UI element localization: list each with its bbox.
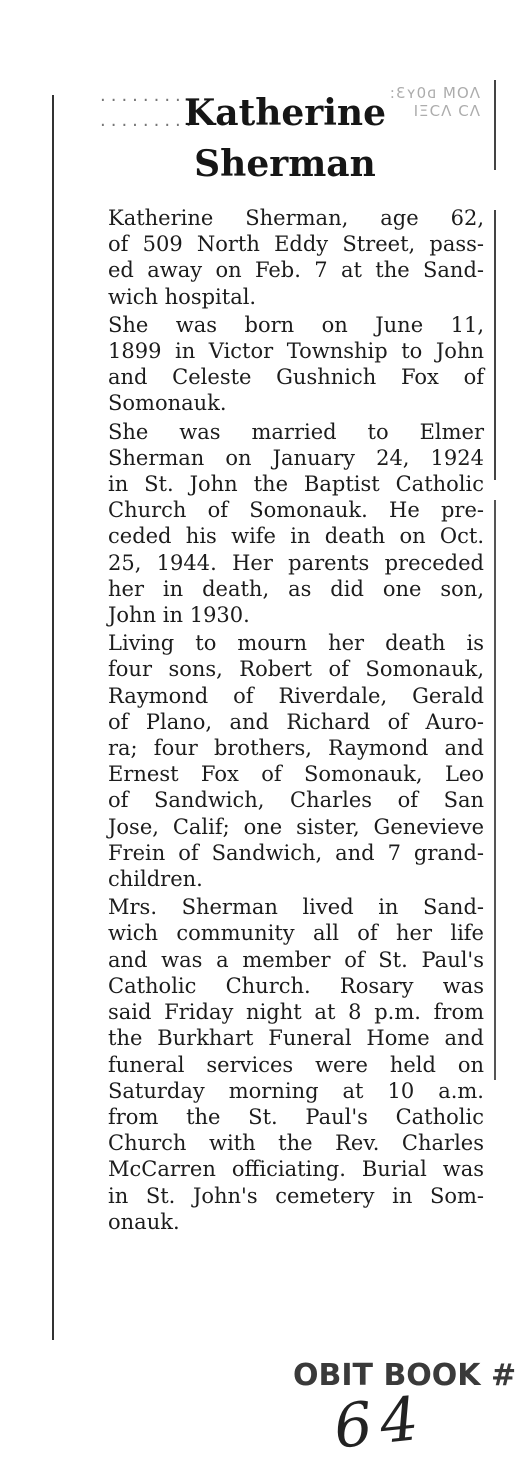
text-line: Somonauk. xyxy=(108,391,227,416)
text-line: ed away on Feb. 7 at the Sand- xyxy=(108,258,484,283)
text-line: She was married to Elmer xyxy=(108,419,484,444)
paragraph-death-notice xyxy=(78,205,484,310)
left-column-rule xyxy=(52,95,54,1340)
handwritten-book-number: 64 xyxy=(330,1383,430,1463)
text-line: her in death, as did one son, xyxy=(108,576,484,601)
text-line: Mrs. Sherman lived in Sand- xyxy=(108,895,484,920)
text-line: children. xyxy=(108,867,203,892)
text-line: Living to mourn her death is xyxy=(108,631,484,656)
bleed-through-line-2: ΛϽ ΛϽΞΙ xyxy=(412,102,480,120)
paragraph-services xyxy=(78,894,484,1235)
text-line: Church of Somonauk. He pre- xyxy=(108,498,484,523)
text-line: wich hospital. xyxy=(108,284,257,309)
text-line: Church with the Rev. Charles xyxy=(108,1131,484,1156)
text-line: ceded his wife in death on Oct. xyxy=(108,524,484,549)
text-line: John in 1930. xyxy=(108,603,250,628)
text-line: said Friday night at 8 p.m. from xyxy=(108,1000,484,1025)
text-line: Saturday morning at 10 a.m. xyxy=(108,1078,484,1103)
text-line: Sherman on January 24, 1924 xyxy=(108,445,484,470)
text-line: of 509 North Eddy Street, pass- xyxy=(108,232,484,257)
text-line: wich community all of her life xyxy=(108,921,484,946)
paragraph-birth xyxy=(78,312,484,417)
headline-last-name: Sherman xyxy=(194,143,376,185)
text-line: Ernest Fox of Somonauk, Leo xyxy=(108,762,484,787)
text-line: onauk. xyxy=(108,1209,180,1234)
text-line: the Burkhart Funeral Home and xyxy=(108,1026,484,1051)
text-line: four sons, Robert of Somonauk, xyxy=(108,657,484,682)
text-line: in St. John's cemetery in Som- xyxy=(108,1183,484,1208)
paragraph-survivors xyxy=(78,630,484,892)
text-line: Frein of Sandwich, and 7 grand- xyxy=(108,840,484,865)
obit-book-stamp: OBIT BOOK # xyxy=(293,1358,517,1393)
text-line: funeral services were held on xyxy=(108,1052,484,1077)
text-line: Raymond of Riverdale, Gerald xyxy=(108,683,484,708)
bleed-through-line-1: ΛΟΜ ᴅ0ʏ3: xyxy=(388,84,480,102)
text-line: Jose, Calif; one sister, Genevieve xyxy=(108,814,484,839)
text-line: and was a member of St. Paul's xyxy=(108,947,484,972)
text-line: in St. John the Baptist Catholic xyxy=(108,472,484,497)
text-line: She was born on June 11, xyxy=(108,312,484,337)
obituary-body xyxy=(78,205,484,1237)
text-line: Catholic Church. Rosary was xyxy=(108,973,484,998)
dotted-leader-bottom: ......... xyxy=(100,110,197,131)
text-line: McCarren officiating. Burial was xyxy=(108,1157,484,1182)
text-line: of Sandwich, Charles of San xyxy=(108,788,484,813)
text-line: and Celeste Gushnich Fox of xyxy=(108,365,484,390)
text-line: ra; four brothers, Raymond and xyxy=(108,736,484,761)
paragraph-marriage xyxy=(78,419,484,629)
headline-first-name: Katherine xyxy=(183,92,387,134)
text-line: from the St. Paul's Catholic xyxy=(108,1104,484,1129)
dotted-leader-top: ......... xyxy=(100,85,197,106)
text-line: of Plano, and Richard of Auro- xyxy=(108,709,484,734)
text-line: 1899 in Victor Township to John xyxy=(108,339,484,364)
right-column-rule xyxy=(494,80,496,1080)
text-line: 25, 1944. Her parents preceded xyxy=(108,550,484,575)
text-line: Katherine Sherman, age 62, xyxy=(108,206,484,230)
